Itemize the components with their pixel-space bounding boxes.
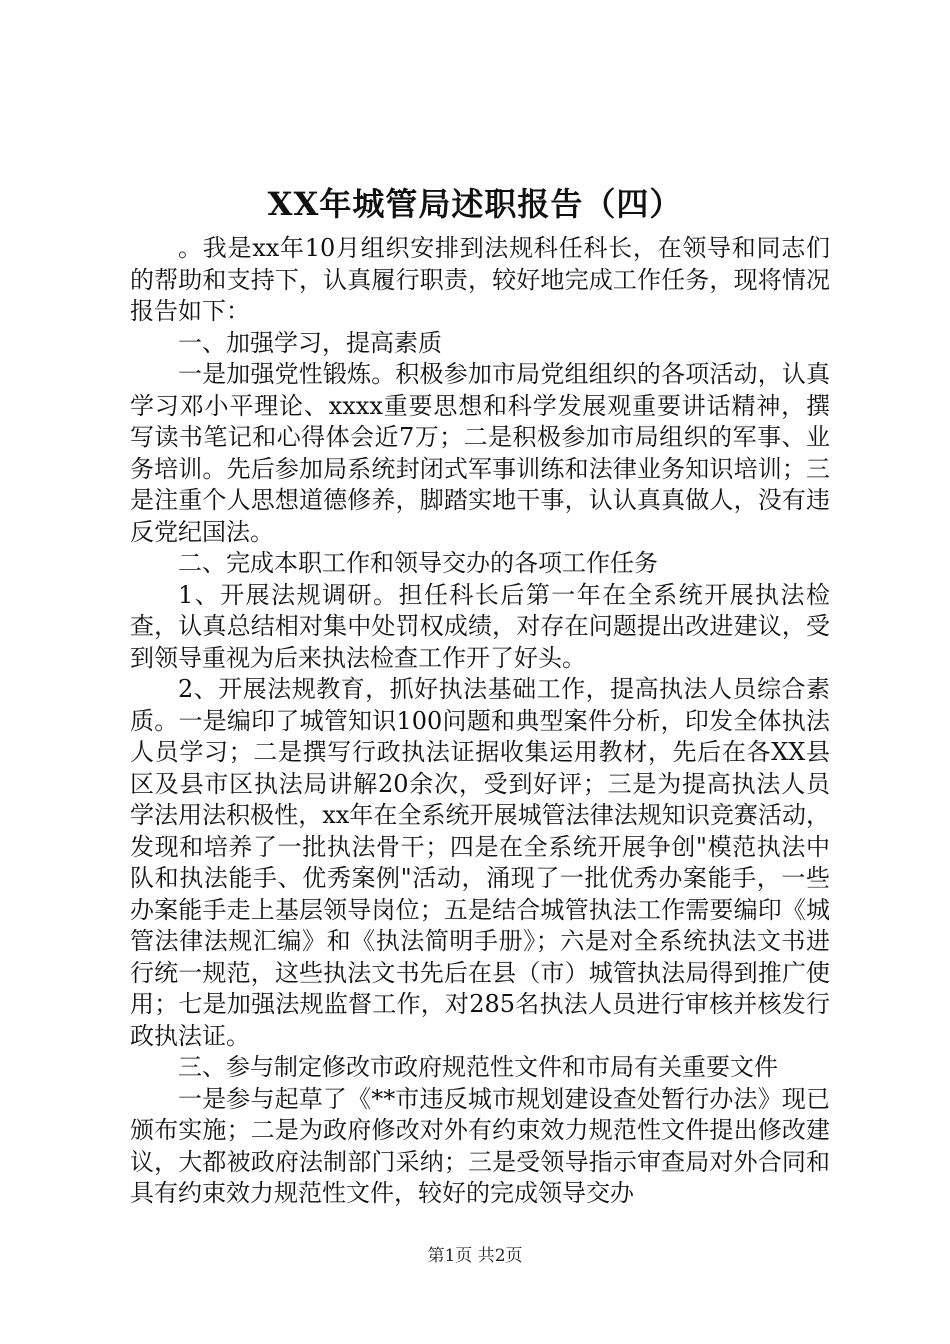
document-title: XX年城管局述职报告（四） xyxy=(267,185,683,223)
paragraph-study: 一是加强党性锻炼。积极参加市局党组组织的各项活动，认真学习邓小平理论、xxxx重要思想和科学发展观重要讲话精神，撰写读书笔记和心得体会近7万；二是积极参加市局组织的军事、业务培训。先后参加局系统封闭式军事训练和法律业务知识培训；三是注重个人思想道德修养，脚踏实地干事，认认真真做人，没有违反党纪国法。 xyxy=(130,360,830,546)
section-heading-1: 一、加强学习，提高素质 xyxy=(178,328,442,357)
section-heading-2: 二、完成本职工作和领导交办的各项工作任务 xyxy=(178,549,658,577)
section-heading-3: 三、参与制定修改市政府规范性文件和市局有关重要文件 xyxy=(178,1053,778,1081)
paragraph-intro: 。我是xx年10月组织安排到法规科任科长，在领导和同志们的帮助和支持下，认真履行职责，较好地完成工作任务，现将情况报告如下： xyxy=(130,234,830,325)
page-footer: 第1页 共2页 xyxy=(427,1246,523,1266)
paragraph-education: 2、开展法规教育，抓好执法基础工作，提高执法人员综合素质。一是编印了城管知识100问题和典型案件分析，印发全体执法人员学习；二是撰写行政执法证据收集运用教材，先后在各XX县区及县市区执法局讲解20余次，受到好评；三是为提高执法人员学法用法积极性，xx年在全系统开展城管法律法规知识竞赛活动，发现和培养了一批执法骨干；四是在全系统开展争创"模范执法中队和执法能手、优秀案例"活动，涌现了一批优秀办案能手，一些办案能手走上基层领导岗位；五是结合城管执法工作需要编印《城管法律法规汇编》和《执法简明手册》；六是对全系统执法文书进行统一规范，这些执法文书先后在县（市）城管执法局得到推广使用；七是加强法规监督工作，对285名执法人员进行审核并核发行政执法证。 xyxy=(130,675,830,1050)
paragraph-drafting: 一是参与起草了《**市违反城市规划建设查处暂行办法》现已颁布实施；二是为政府修改对外有约束效力规范性文件提出修改建议，大都被政府法制部门采纳；三是受领导指示审查局对外合同和具有约束效力规范性文件，较好的完成领导交办 xyxy=(130,1084,830,1207)
paragraph-research: 1、开展法规调研。担任科长后第一年在全系统开展执法检查，认真总结相对集中处罚权成绩，对存在问题提出改进建议，受到领导重视为后来执法检查工作开了好头。 xyxy=(130,580,830,672)
document-body xyxy=(130,233,830,1210)
